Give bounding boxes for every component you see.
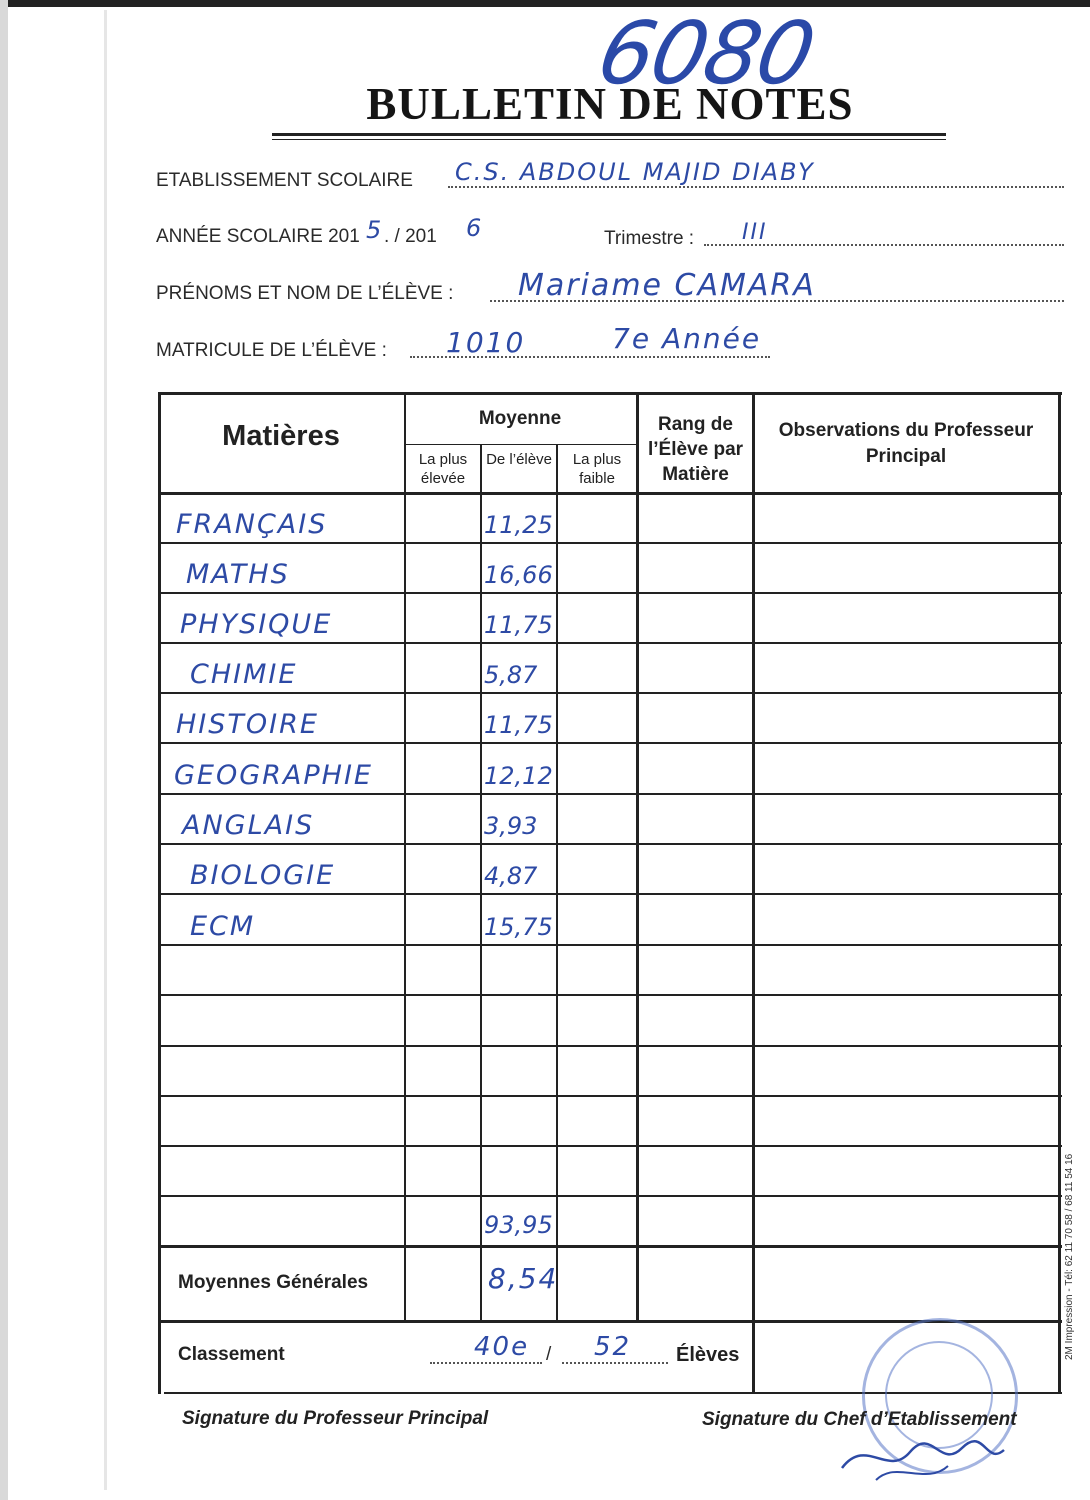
signature-chef-label: Signature du Chef d’Etablissement (702, 1409, 1017, 1430)
row-line (158, 1045, 1062, 1047)
etablissement-label: ETABLISSEMENT SCOLAIRE (156, 170, 413, 191)
subject-cell: MATHS (186, 559, 290, 590)
moyenne-generale-value: 8,54 (488, 1262, 559, 1295)
title-underline-thin (272, 139, 946, 140)
total-score-cell: 93,95 (484, 1211, 553, 1239)
trimestre-label: Trimestre : (604, 228, 695, 249)
classement-rang-dots (430, 1362, 542, 1364)
header-plus-elevee: La plus élevée (418, 451, 468, 487)
col-line-elevee (480, 444, 482, 1322)
header-subline (404, 444, 636, 445)
score-cell: 11,75 (484, 611, 553, 639)
col-line-moyenne (636, 392, 639, 1322)
annee-year1: 5 (366, 216, 384, 244)
nom-label: PRÉNOMS ET NOM DE L’ÉLÈVE : (156, 283, 454, 304)
classement-slash: / (546, 1344, 552, 1365)
score-cell: 16,66 (484, 561, 553, 589)
subject-cell: GEOGRAPHIE (174, 760, 373, 791)
score-cell: 11,25 (484, 511, 553, 539)
document-number: 6080 (589, 4, 822, 104)
score-cell: 4,87 (484, 862, 538, 890)
annee-year2: 6 (466, 214, 484, 242)
grades-table (158, 392, 1062, 1394)
row-line (158, 1095, 1062, 1097)
classement-label: Classement (178, 1344, 285, 1365)
header-moyenne: Moyenne (478, 408, 562, 429)
annee-separator: . / 201 (384, 226, 437, 247)
moyennes-generales-label: Moyennes Générales (178, 1272, 369, 1293)
annee-label: ANNÉE SCOLAIRE 201 (156, 226, 360, 247)
subject-cell: CHIMIE (190, 659, 298, 690)
score-cell: 11,75 (484, 711, 553, 739)
subject-cell: PHYSIQUE (180, 609, 333, 640)
fold-line (104, 10, 107, 1490)
trimestre-value: III (742, 220, 768, 245)
row-line (158, 994, 1062, 996)
score-cell: 12,12 (484, 762, 553, 790)
nom-value: Mariame CAMARA (518, 268, 816, 303)
page-title: BULLETIN DE NOTES (366, 79, 854, 129)
score-cell: 5,87 (484, 661, 538, 689)
header-matieres: Matières (222, 420, 340, 452)
matricule-value: 1010 (446, 326, 526, 359)
header-observations: Observations du Professeur Principal (778, 420, 1034, 467)
classement-rang: 40e (474, 1332, 530, 1362)
subject-cell: FRANÇAIS (176, 509, 328, 540)
eleves-label: Élèves (676, 1344, 740, 1366)
subject-cell: HISTOIRE (176, 709, 319, 740)
score-cell: 3,93 (484, 812, 538, 840)
row-line-totals (158, 1245, 1062, 1248)
subject-cell: ANGLAIS (182, 810, 315, 841)
classement-total-dots (562, 1362, 668, 1364)
handwritten-signature (836, 1430, 1016, 1490)
header-bottom-line (158, 492, 1062, 495)
scan-edge-top (0, 0, 1090, 7)
etablissement-value: C.S. ABDOUL MAJID DIABY (455, 158, 815, 186)
score-cell: 15,75 (484, 913, 553, 941)
printer-credit: 2M Impression - Tél: 62 11 70 58 / 68 11 54 16 (1064, 1153, 1075, 1360)
header-rang: Rang de l’Élève par Matière (647, 414, 744, 485)
classement-total: 52 (594, 1332, 632, 1362)
signature-prof-label: Signature du Professeur Principal (182, 1408, 489, 1429)
table-border-top (158, 392, 1062, 395)
row-line (158, 1145, 1062, 1147)
header-de-eleve: De l’élève (486, 451, 552, 468)
etablissement-dots (448, 186, 1064, 188)
subject-cell: BIOLOGIE (190, 860, 336, 891)
subject-cell: ECM (190, 911, 256, 942)
row-line (158, 1195, 1062, 1197)
title-underline (272, 133, 946, 136)
scan-edge-left (0, 0, 8, 1500)
header-plus-faible: La plus faible (572, 451, 622, 487)
annee-niveau: 7e Année (612, 322, 762, 355)
matricule-label: MATRICULE DE L’ÉLÈVE : (156, 340, 387, 361)
